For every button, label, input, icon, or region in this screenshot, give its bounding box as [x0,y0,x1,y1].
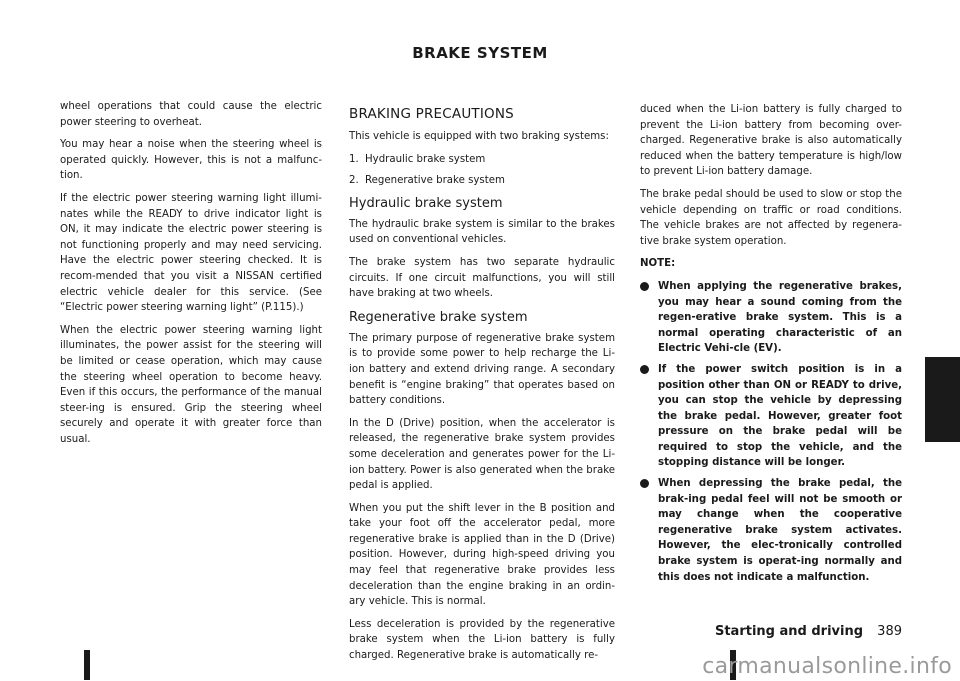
paragraph: wheel operations that could cause the electric power steering to overheat. [60,101,322,128]
bullet-icon [640,365,649,374]
crop-mark [84,650,90,680]
list-item [349,173,615,189]
chapter-tab-marker [925,357,960,442]
section-heading: BRAKING PRECAUTIONS [349,106,514,122]
column-left [60,99,322,454]
note-list [640,279,902,585]
page-title: BRAKE SYSTEM [412,44,548,62]
note-item [640,476,902,585]
page-footer [715,624,902,639]
paragraph: When the electric power steering warning light illuminates, the power assist for the steering will be limited or cease operation, which may cause the steering wheel operation to become heavy. Even if this occurs, the performance of the manual steer-ing is ensured. Grip the steering wheel securely and operate it with greater force than usual. [60,324,322,445]
paragraph: When you put the shift lever in the B position and take your foot off the accelerator pedal, more regenerative brake is applied than in the D (Drive) position. However, during high-speed driving you may feel that regenerative brake provides less deceleration than the engine braking in an ordin-ary vehicle. This is normal. [349,502,615,608]
paragraph: duced when the Li-ion battery is fully charged to prevent the Li-ion battery from becoming over-charged. Regenerative brake is also automatically reduced when the battery temperature is high/low to prevent Li-ion battery damage. [640,104,902,178]
paragraph: Less deceleration is provided by the regenerative brake system when the Li-ion battery is fully charged. Regenerative brake is automatically re- [349,618,615,662]
note-text: If the power switch position is in a position other than ON or READY to drive, you can stop the vehicle by depressing the brake pedal. However, greater foot pressure on the brake pedal will be required to stop the vehicle, and the stopping distance will be longer. [658,363,902,469]
note-item [640,362,902,471]
subsection-heading: Hydraulic brake system [349,195,503,211]
paragraph: The brake pedal should be used to slow or stop the vehicle depending on traffic or road conditions. The vehicle brakes are not affected by regenera-tive brake system operation. [640,188,902,247]
list-number: 2. [349,175,359,187]
paragraph: This vehicle is equipped with two braking systems: [349,131,609,142]
list-text: Regenerative brake system [365,175,505,187]
paragraph: The brake system has two separate hydraulic circuits. If one circuit malfunctions, you will still have braking at two wheels. [349,256,615,300]
paragraph: In the D (Drive) position, when the accelerator is released, the regenerative brake system provides some deceleration and generates power for the Li-ion battery. Power is also generated when the brake pedal is applied. [349,417,615,492]
column-middle [349,106,615,671]
bullet-icon [640,282,649,291]
note-item [640,279,902,357]
column-right [640,102,902,590]
note-text: When depressing the brake pedal, the brak-ing pedal feel will not be smooth or may change when the cooperative regenerative brake system activates. However, the elec-tronically controlled brake system is operat-ing normally and this does not indicate a malfunction. [658,478,902,583]
chapter-name: Starting and driving [714,624,864,639]
page-number: 389 [877,624,902,639]
list-item [349,152,615,168]
watermark: carmanualsonline.info [702,654,952,679]
paragraph: You may hear a noise when the steering wheel is operated quickly. However, this is not a malfunc-tion. [60,139,322,182]
list-number: 1. [349,153,359,165]
paragraph: The hydraulic brake system is similar to the brakes used on conventional vehicles. [349,218,615,246]
subsection-heading: Regenerative brake system [349,309,528,325]
note-text: When applying the regenerative brakes, you may hear a sound coming from the regen-erative brake system. This is a normal operating characteristic of an Electric Vehi-cle (EV). [658,280,902,355]
paragraph: If the electric power steering warning light illumi-nates while the READY to drive indicator light is ON, it may indicate the electric power steering is not functioning properly and may need servicing. Have the electric power steering checked. It is recom-mended that you visit a NISSAN certified electric vehicle dealer for this service. (See “Electric power steering warning light” (P.115).) [60,192,322,314]
paragraph: The primary purpose of regenerative brake system is to provide some power to help recharge the Li-ion battery and extend driving range. A secondary benefit is “engine braking” that operates based on battery conditions. [349,332,615,407]
bullet-icon [640,479,649,488]
list-text: Hydraulic brake system [365,153,486,165]
note-label: NOTE: [640,258,676,270]
numbered-list [349,152,615,189]
